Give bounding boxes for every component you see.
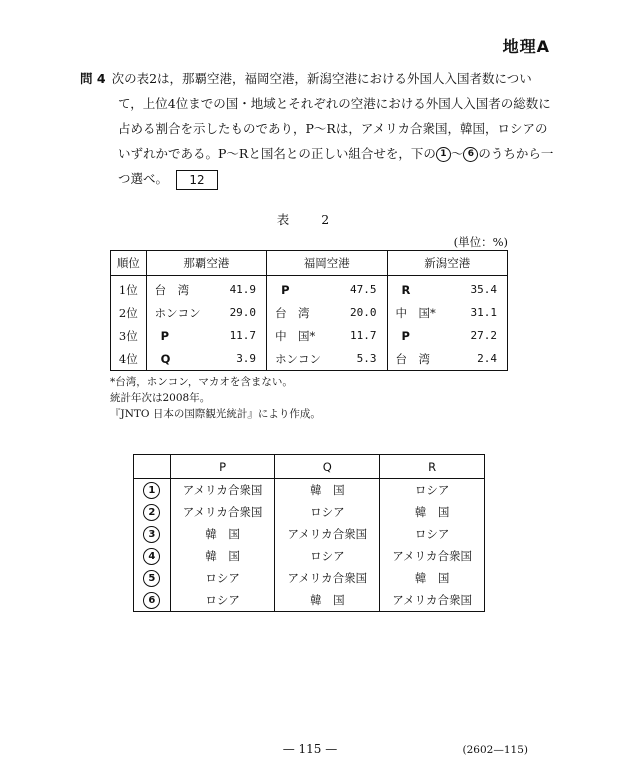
choice-p-cell: ロシア [170, 589, 275, 612]
choice-number-cell [134, 479, 171, 502]
country-cell: 台 湾 [146, 276, 215, 302]
unit-label: (単位：%) [453, 235, 508, 249]
table-row [111, 301, 508, 324]
circled-number-icon: 1 [143, 482, 160, 499]
header-rank: 順位 [111, 251, 147, 276]
choices-header-row [134, 455, 485, 479]
country-cell: 中 国* [387, 301, 456, 324]
question-line-3: 占める割合を示したものであり，P～Rは，アメリカ合衆国，韓国，ロシアの [118, 121, 548, 136]
choice-r-cell: 韓 国 [380, 501, 485, 523]
choice-row[interactable] [134, 589, 485, 612]
rank-cell: 4位 [118, 351, 138, 366]
country-cell: ホンコン [146, 301, 215, 324]
circled-number-icon: 3 [143, 526, 160, 543]
circled-number-6-icon: 6 [463, 147, 478, 162]
header-q: Q [275, 455, 380, 479]
circled-number-icon: 6 [143, 592, 160, 609]
question-text-4b: のうちから一 [478, 146, 554, 161]
header-fukuoka: 福岡空港 [267, 251, 387, 276]
note-line: *台湾，ホンコン，マカオを含まない。 [110, 376, 293, 388]
choice-row[interactable] [134, 479, 485, 502]
circled-number-icon: 2 [143, 504, 160, 521]
value-cell: 20.0 [350, 306, 377, 319]
choice-q-cell: 韓 国 [275, 589, 380, 612]
circled-number-1-icon: 1 [436, 147, 451, 162]
circled-number-icon: 5 [143, 570, 160, 587]
source-note: 『JNTO 日本の国際観光統計』により作成。 [110, 408, 321, 420]
choice-r-cell: ロシア [380, 523, 485, 545]
circled-number-icon: 4 [143, 548, 160, 565]
choice-row[interactable] [134, 523, 485, 545]
value-cell: 11.7 [350, 329, 377, 342]
choice-row[interactable] [134, 545, 485, 567]
value-cell: 41.9 [229, 283, 257, 296]
question-line-5 [80, 166, 540, 191]
table-row [111, 276, 508, 302]
value-cell: 27.2 [470, 329, 497, 342]
choice-number-cell [134, 589, 171, 612]
question-block [80, 66, 554, 191]
choice-r-cell: アメリカ合衆国 [380, 589, 485, 612]
country-cell: 台 湾 [387, 347, 456, 371]
table-row [111, 347, 508, 371]
choice-p-cell: 韓 国 [170, 523, 275, 545]
page-number: — 115 — [282, 742, 338, 756]
choice-q-cell: アメリカ合衆国 [275, 523, 380, 545]
choice-r-cell: ロシア [380, 479, 485, 502]
choice-q-cell: アメリカ合衆国 [275, 567, 380, 589]
value-cell: 35.4 [470, 283, 497, 296]
country-cell: ホンコン [267, 347, 336, 371]
question-line-1 [80, 66, 540, 91]
value-cell: 2.4 [477, 352, 497, 365]
choice-p-cell: アメリカ合衆国 [170, 501, 275, 523]
header-p: P [170, 455, 275, 479]
header-r: R [380, 455, 485, 479]
question-text-4: いずれかである。P～Rと国名との正しい組合せを，下の [118, 146, 436, 161]
country-cell: P [267, 276, 336, 302]
question-line-4 [80, 141, 554, 166]
choice-number-cell [134, 545, 171, 567]
choice-p-cell: アメリカ合衆国 [170, 479, 275, 502]
value-cell: 29.0 [229, 306, 257, 319]
exam-code: (2602—115) [462, 744, 528, 756]
choice-number-cell [134, 501, 171, 523]
table-header-row [111, 251, 508, 276]
visitor-share-table [110, 250, 508, 371]
question-range-tilde: ～ [450, 146, 464, 161]
table-row [111, 324, 508, 347]
header-blank [134, 455, 171, 479]
country-cell: Q [146, 347, 215, 371]
rank-cell: 1位 [118, 282, 138, 297]
choice-q-cell: ロシア [275, 501, 380, 523]
value-cell: 31.1 [470, 306, 497, 319]
value-cell: 11.7 [229, 329, 257, 342]
country-cell: R [387, 276, 456, 302]
answer-number-box: 12 [176, 170, 218, 190]
value-cell: 3.9 [236, 352, 257, 365]
answer-choices-table [133, 454, 485, 612]
country-cell: 中 国* [267, 324, 336, 347]
choice-r-cell: 韓 国 [380, 567, 485, 589]
table-notes [110, 374, 321, 422]
header-niigata: 新潟空港 [387, 251, 508, 276]
choice-p-cell: 韓 国 [170, 545, 275, 567]
question-label: 問 4 [80, 71, 106, 86]
country-cell: 台 湾 [267, 301, 336, 324]
choice-number-cell [134, 567, 171, 589]
note-line: 統計年次は2008年。 [110, 392, 211, 404]
rank-cell: 2位 [118, 305, 138, 320]
choice-q-cell: 韓 国 [275, 479, 380, 502]
value-cell: 47.5 [350, 283, 377, 296]
table-caption: 表 2 [276, 212, 344, 227]
country-cell: P [387, 324, 456, 347]
header-naha: 那覇空港 [146, 251, 266, 276]
question-text-1: 次の表2は，那覇空港，福岡空港，新潟空港における外国人入国者数につい [111, 71, 532, 86]
rank-cell: 3位 [118, 328, 138, 343]
choice-q-cell: ロシア [275, 545, 380, 567]
choice-p-cell: ロシア [170, 567, 275, 589]
choice-row[interactable] [134, 567, 485, 589]
choice-r-cell: アメリカ合衆国 [380, 545, 485, 567]
choice-row[interactable] [134, 501, 485, 523]
subject-title: 地理A [502, 37, 550, 56]
value-cell: 5.3 [356, 352, 377, 365]
question-text-5: つ選べ。 [118, 171, 169, 186]
choice-number-cell [134, 523, 171, 545]
question-line-2: て，上位4位までの国・地域とそれぞれの空港における外国人入国者の総数に [118, 96, 551, 111]
country-cell: P [146, 324, 215, 347]
